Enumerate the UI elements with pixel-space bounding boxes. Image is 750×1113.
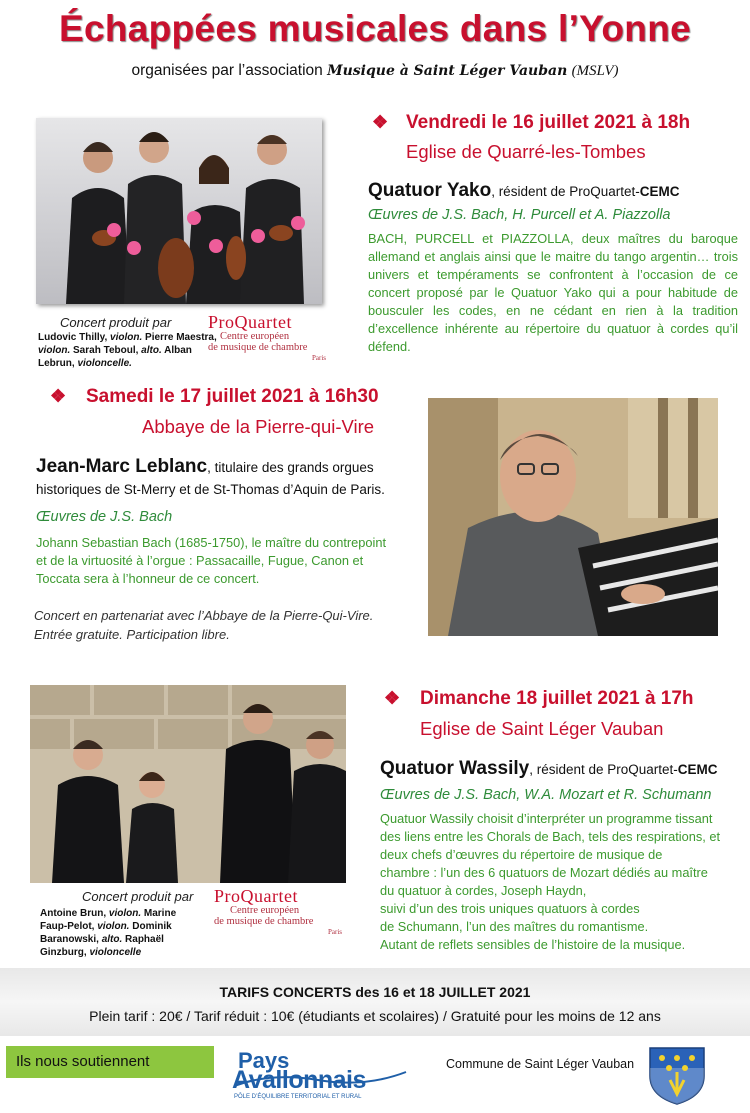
concert1-date	[372, 112, 690, 134]
proquartet-line2: de musique de chambre	[214, 916, 314, 927]
musician-instrument: alto.	[141, 345, 162, 356]
association-name: Musique à Saint Léger Vauban	[327, 63, 568, 79]
concert1-credit-musicians	[38, 331, 220, 370]
musician-instrument: violon.	[108, 908, 142, 919]
concert2-description-line1: Johann Sebastian Bach (1685-1750), le maître du contrepoint	[36, 535, 387, 550]
musician-name: Ludovic Thilly,	[38, 332, 111, 343]
concert2-note	[34, 606, 373, 644]
musician-instrument: violon.	[110, 332, 143, 343]
musician-name: Sarah Teboul,	[70, 345, 142, 356]
musician-name: Pierre Maestra,	[142, 332, 217, 343]
subtitle-prefix: organisées par l’association	[131, 62, 323, 79]
concert3-date-text: Dimanche 18 juillet 2021 à 17h	[420, 688, 694, 709]
musician-name: Antoine Brun,	[40, 908, 109, 919]
concert1-date-text: Vendredi le 16 juillet 2021 à 18h	[406, 112, 691, 133]
diamond-bullet-icon: ❖	[384, 688, 401, 708]
musician-name: Marine Faup-Pelot,	[40, 908, 177, 932]
proquartet-logo	[208, 313, 326, 364]
musician-name: Raphaël Ginzburg,	[40, 934, 164, 958]
coat-of-arms-icon	[648, 1046, 706, 1106]
musician-name: Dominik Baranowski,	[40, 921, 172, 945]
quatuor-wassily-photo	[30, 685, 346, 883]
concert1-works: Œuvres de J.S. Bach, H. Purcell et A. Piazzolla	[368, 207, 671, 223]
commune-label: Commune de Saint Léger Vauban	[446, 1057, 635, 1071]
diamond-bullet-icon: ❖	[372, 112, 389, 132]
concert3-description-line: du quatuor à cordes, Joseph Haydn,	[380, 883, 587, 898]
proquartet-city: Paris	[312, 354, 326, 362]
concert3-description-line: des liens entre les Chorals de Bach, tels des respirations, et	[380, 829, 721, 844]
musician-instrument: violon.	[38, 345, 71, 356]
concert2-venue: Abbaye de la Pierre-qui-Vire	[142, 416, 375, 437]
supporters-label: Ils nous soutiennent	[6, 1046, 214, 1078]
diamond-bullet-icon: ❖	[50, 386, 67, 406]
concert3-credit-title: Concert produit par	[82, 889, 194, 904]
concert3-credit-musicians	[40, 907, 200, 959]
poster-title: Échappées musicales dans l’Yonne	[59, 8, 691, 49]
proquartet-line1: Centre européen	[230, 905, 300, 916]
pays-line1: Pays	[238, 1048, 290, 1073]
concert2-date-text: Samedi le 17 juillet 2021 à 16h30	[86, 386, 379, 407]
concert2-description-line3: Toccata sera à l’honneur de ce concert.	[36, 571, 260, 586]
musician-name: Alban Lebrun,	[38, 345, 192, 369]
concert3-description	[380, 810, 746, 954]
concert2-performer-suffix: , titulaire des grands orgues	[207, 460, 374, 475]
concert3-description-line: de Schumann, l’un des maîtres du romantisme.	[380, 919, 649, 934]
concert2-date	[50, 386, 379, 408]
concert3-description-line: Quatuor Wassily choisit d’interpréter un programme tissant	[380, 811, 713, 826]
quatuor-yako-photo	[36, 118, 322, 304]
concert2-works: Œuvres de J.S. Bach	[36, 509, 173, 525]
proquartet-line1: Centre européen	[220, 331, 290, 342]
association-abbr: (MSLV)	[571, 63, 619, 79]
tarifs-detail: Plein tarif : 20€ / Tarif réduit : 10€ (étudiants et scolaires) / Gratuité pour les moins de 12 ans	[89, 1008, 661, 1024]
concert2-description	[36, 534, 428, 588]
pays-avallonnais-logo	[232, 1050, 408, 1100]
concert1-venue: Eglise de Quarré-les-Tombes	[406, 141, 646, 162]
concert3-performer-name: Quatuor Wassily	[380, 758, 530, 779]
musician-instrument: alto.	[101, 934, 123, 945]
concert1-performer-name: Quatuor Yako	[368, 180, 492, 201]
concert2-performer-name: Jean-Marc Leblanc	[36, 456, 208, 477]
concert1-performer-suffix-bold: CEMC	[639, 184, 680, 199]
concert1-description: BACH, PURCELL et PIAZZOLLA, deux maîtres du baroque allemand et anglais ainsi que le maitre du tango argentin… trois univers et tempéraments se confrontent à l’occasion de ce concert proposé par le Quatuor Yako qui a pour habitude de bousculer les codes, en ne cédant en rien à la tradition d’excellence inhérente au répertoire du quatuor à cordes qu’il défend.	[368, 231, 738, 354]
concert3-performer-suffix-bold: CEMC	[677, 762, 718, 777]
musician-instrument: violoncelle.	[77, 358, 132, 369]
concert2-performer-line2: historiques de St-Merry et de St-Thomas d’Aquin de Paris.	[36, 482, 385, 497]
concert1-performer	[368, 180, 680, 202]
proquartet-city: Paris	[328, 928, 342, 936]
jean-marc-leblanc-photo	[428, 398, 718, 636]
concert3-works: Œuvres de J.S. Bach, W.A. Mozart et R. Schumann	[380, 787, 712, 803]
pays-line2: Avallonnais	[232, 1066, 366, 1094]
concert3-performer-suffix: , résident de ProQuartet-	[529, 762, 678, 777]
concert2-performer	[36, 456, 374, 478]
concert3-description-line: Autant de reflets sensibles de l’histoire de la musique.	[380, 937, 686, 952]
concert3-date	[384, 688, 694, 710]
proquartet-name: ProQuartet	[214, 886, 298, 906]
musician-instrument: violon.	[97, 921, 130, 932]
tarifs-title: TARIFS CONCERTS des 16 et 18 JUILLET 2021	[219, 984, 531, 1000]
proquartet-logo	[214, 887, 342, 938]
musician-instrument: violoncelle	[89, 947, 142, 958]
concert3-description-line: deux chefs d’œuvres du répertoire de musique de	[380, 847, 663, 862]
concert3-description-line: suivi d’un des trois uniques quatuors à cordes	[380, 901, 640, 916]
concert2-description-line2: et de la virtuosité à l’orgue : Passacaille, Fugue, Canon et	[36, 553, 364, 568]
concert3-performer	[380, 758, 718, 780]
tarifs-band	[0, 968, 750, 1036]
concert2-note-line1: Concert en partenariat avec l’Abbaye de la Pierre-Qui-Vire.	[34, 608, 374, 623]
poster-subtitle	[0, 62, 750, 80]
concert1-credit-title: Concert produit par	[60, 315, 172, 330]
concert3-description-line: chambre : l’un des 6 quatuors de Mozart dédiés au maître	[380, 865, 708, 880]
proquartet-name: ProQuartet	[208, 312, 292, 332]
concert1-performer-suffix: , résident de ProQuartet-	[491, 184, 640, 199]
concert2-note-line2: Entrée gratuite. Participation libre.	[34, 627, 230, 642]
pays-tagline: PÔLE D’ÉQUILIBRE TERRITORIAL ET RURAL	[234, 1094, 362, 1100]
concert3-venue: Eglise de Saint Léger Vauban	[420, 718, 664, 739]
proquartet-line2: de musique de chambre	[208, 342, 308, 353]
